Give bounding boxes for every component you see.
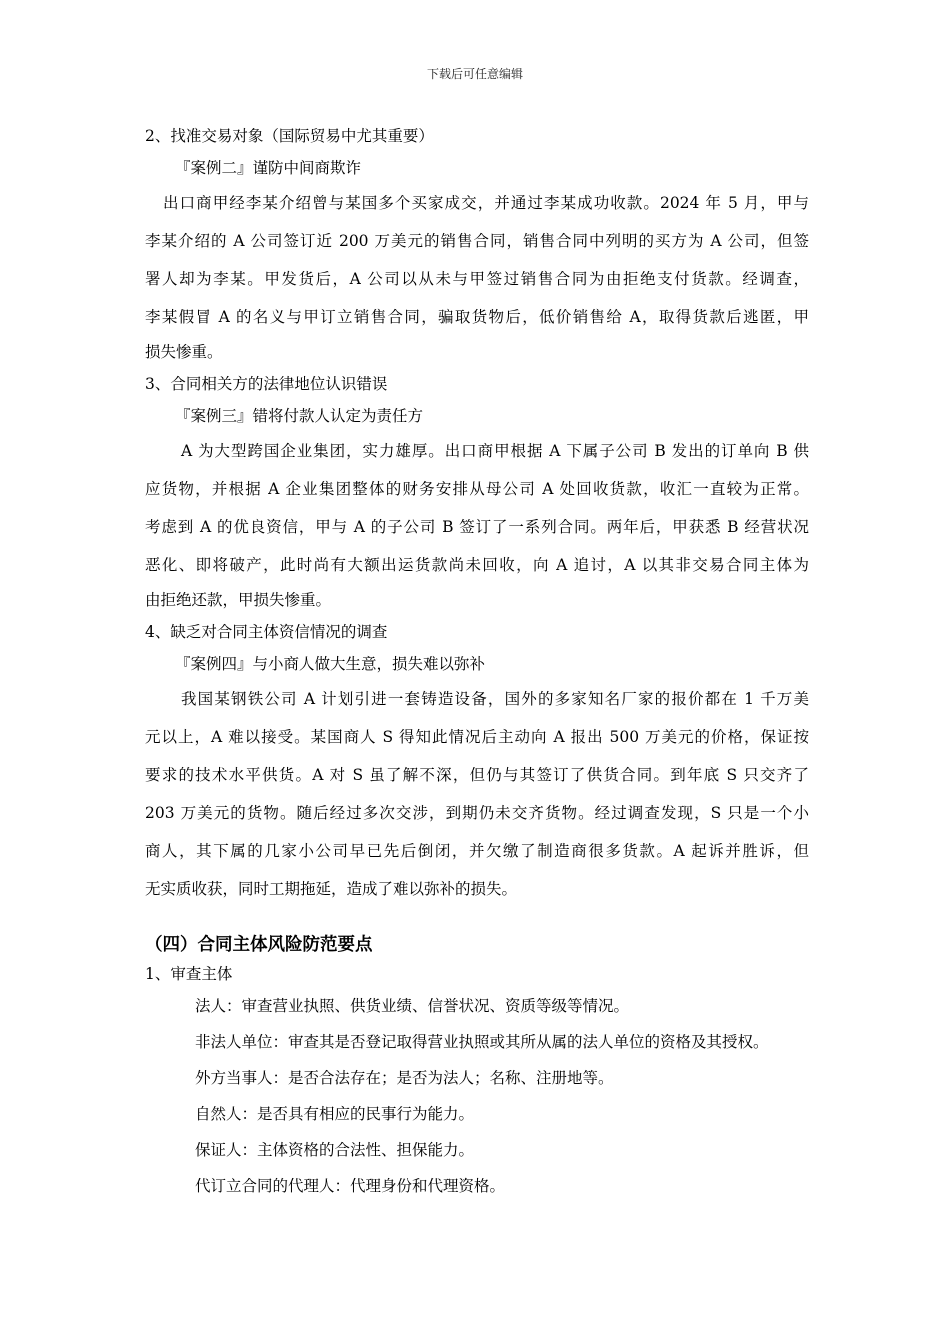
case-2-title: 『案例二』谨防中间商欺诈: [175, 159, 362, 177]
document-body: [145, 120, 809, 1204]
heading-4: 4、缺乏对合同主体资信情况的调查: [145, 623, 388, 641]
case-2-line: 李某假冒 A 的名义与甲订立销售合同，骗取货物后，低价销售给 A，取得货款后逃匿，甲: [145, 308, 809, 326]
page-header: 下载后可任意编辑: [426, 67, 523, 81]
case-2-line: 出口商甲经李某介绍曾与某国多个买家成交，并通过李某成功收款。2024 年 5 月，甲与: [163, 194, 809, 212]
section-heading: （四）合同主体风险防范要点: [145, 935, 373, 955]
list-item: 自然人：是否具有相应的民事行为能力。: [195, 1105, 475, 1123]
case-4-line: 我国某钢铁公司 A 计划引进一套铸造设备，国外的多家知名厂家的报价都在 1 千万美: [181, 690, 809, 708]
list-item: 代订立合同的代理人：代理身份和代理资格。: [195, 1177, 506, 1195]
case-4-line: 203 万美元的货物。随后经过多次交涉，到期仍未交齐货物。经过调查发现，S 只是一个小: [145, 804, 809, 822]
case-3-line: 应货物，并根据 A 企业集团整体的财务安排从母公司 A 处回收货款，收汇一直较为正常。: [145, 480, 809, 498]
case-4-title: 『案例四』与小商人做大生意，损失难以弥补: [175, 655, 486, 673]
case-3-line: 恶化、即将破产，此时尚有大额出运货款尚未回收，向 A 追讨，A 以其非交易合同主体为: [145, 556, 809, 574]
case-4-line: 要求的技术水平供货。A 对 S 虽了解不深，但仍与其签订了供货合同。到年底 S 只交齐了: [145, 766, 809, 784]
case-4-line: 元以上，A 难以接受。某国商人 S 得知此情况后主动向 A 报出 500 万美元的价格，保证按: [145, 728, 809, 746]
case-3-title: 『案例三』错将付款人认定为责任方: [175, 407, 424, 425]
list-item: 法人：审查营业执照、供货业绩、信誉状况、资质等级等情况。: [195, 997, 630, 1015]
list-item: 保证人：主体资格的合法性、担保能力。: [195, 1141, 475, 1159]
heading-2: 2、找准交易对象（国际贸易中尤其重要）: [145, 127, 434, 145]
case-4-line: 商人，其下属的几家小公司早已先后倒闭，并欠缴了制造商很多货款。A 起诉并胜诉，但: [145, 842, 809, 860]
case-2-line: 损失惨重。: [145, 343, 223, 361]
list-item: 外方当事人：是否合法存在；是否为法人；名称、注册地等。: [195, 1069, 614, 1087]
case-3-line: 由拒绝还款，甲损失惨重。: [145, 591, 332, 609]
case-2-line: 李某介绍的 A 公司签订近 200 万美元的销售合同，销售合同中列明的买方为 A 公司，但签: [145, 232, 809, 250]
heading-3: 3、合同相关方的法律地位认识错误: [145, 375, 388, 393]
list-item: 非法人单位：审查其是否登记取得营业执照或其所从属的法人单位的资格及其授权。: [195, 1033, 769, 1051]
case-3-line: 考虑到 A 的优良资信，甲与 A 的子公司 B 签订了一系列合同。两年后，甲获悉 B 经营状况: [145, 518, 809, 536]
subheading: 1、审查主体: [145, 965, 233, 983]
case-2-line: 署人却为李某。甲发货后，A 公司以从未与甲签过销售合同为由拒绝支付货款。经调查，: [145, 270, 809, 288]
case-3-line: A 为大型跨国企业集团，实力雄厚。出口商甲根据 A 下属子公司 B 发出的订单向 B 供: [181, 442, 809, 460]
case-4-line: 无实质收获，同时工期拖延，造成了难以弥补的损失。: [145, 880, 518, 898]
